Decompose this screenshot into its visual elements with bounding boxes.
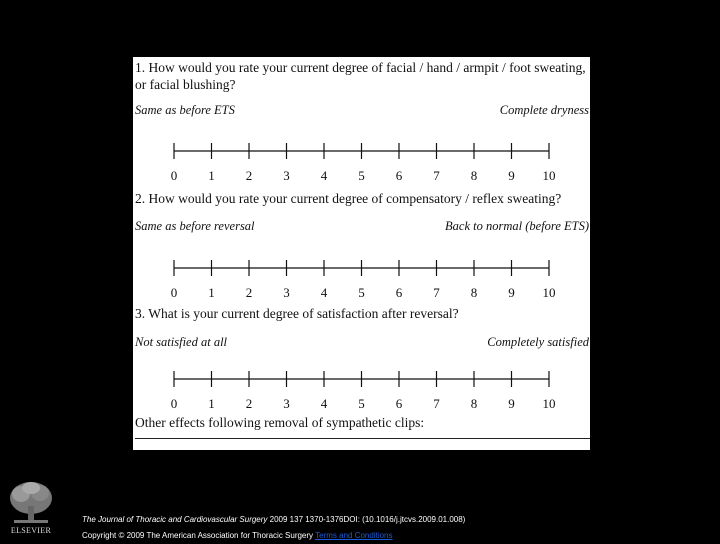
elsevier-tree-logo bbox=[4, 478, 58, 536]
scale-label-8: 8 bbox=[470, 396, 478, 411]
scale-label-3: 3 bbox=[283, 168, 290, 183]
copyright-line bbox=[82, 528, 465, 544]
scale-label-10: 10 bbox=[542, 168, 556, 183]
elsevier-logo-text: ELSEVIER bbox=[10, 526, 52, 535]
scale-label-9: 9 bbox=[508, 396, 515, 411]
citation-line bbox=[82, 512, 465, 528]
terms-and-conditions-link[interactable]: Terms and Conditions bbox=[315, 531, 393, 540]
scale-label-5: 5 bbox=[358, 285, 365, 300]
scale-label-4: 4 bbox=[320, 396, 328, 411]
citation-details: 2009 137 1370-1376DOI: (10.1016/j.jtcvs.2009.01.008) bbox=[267, 515, 466, 524]
copyright-text: Copyright © 2009 The American Association for Thoracic Surgery bbox=[82, 531, 316, 540]
scale-label-9: 9 bbox=[508, 285, 515, 300]
question-3-left-anchor: Not satisfied at all bbox=[135, 335, 228, 349]
journal-title: The Journal of Thoracic and Cardiovascular Surgery bbox=[82, 515, 268, 524]
scale-label-10: 10 bbox=[542, 285, 556, 300]
scale-label-5: 5 bbox=[358, 396, 365, 411]
scale-label-6: 6 bbox=[395, 396, 403, 411]
scale-label-1: 1 bbox=[208, 285, 215, 300]
question-1-text: 1. How would you rate your current degree of facial / hand / armpit / foot sweating, or facial blushing? bbox=[135, 60, 586, 92]
scale-label-8: 8 bbox=[470, 168, 478, 183]
scale-label-8: 8 bbox=[470, 285, 478, 300]
scale-label-10: 10 bbox=[542, 396, 556, 411]
scale-label-2: 2 bbox=[245, 396, 253, 411]
scale-label-2: 2 bbox=[245, 285, 253, 300]
scale-label-7: 7 bbox=[433, 285, 440, 300]
scale-label-9: 9 bbox=[508, 168, 515, 183]
scale-label-6: 6 bbox=[395, 168, 403, 183]
citation-footer bbox=[82, 512, 465, 544]
question-2-right-anchor: Back to normal (before ETS) bbox=[445, 219, 589, 233]
scale-label-5: 5 bbox=[358, 168, 365, 183]
question-1-rating-scale bbox=[133, 141, 590, 185]
scale-label-0: 0 bbox=[170, 168, 178, 183]
scale-label-4: 4 bbox=[320, 285, 328, 300]
scale-label-7: 7 bbox=[433, 168, 440, 183]
scale-label-1: 1 bbox=[208, 396, 215, 411]
scale-label-4: 4 bbox=[320, 168, 328, 183]
question-2-rating-scale bbox=[133, 258, 590, 302]
question-2-left-anchor: Same as before reversal bbox=[135, 219, 255, 233]
scale-label-0: 0 bbox=[170, 285, 178, 300]
question-3-rating-scale bbox=[133, 369, 590, 413]
scale-label-3: 3 bbox=[283, 285, 290, 300]
scale-label-3: 3 bbox=[283, 396, 290, 411]
scale-label-2: 2 bbox=[245, 168, 253, 183]
question-3-right-anchor: Completely satisfied bbox=[487, 335, 589, 349]
question-1-left-anchor: Same as before ETS bbox=[135, 103, 235, 117]
question-2-text: 2. How would you rate your current degree of compensatory / reflex sweating? bbox=[135, 191, 562, 206]
other-effects-answer-line bbox=[135, 438, 590, 439]
scale-label-1: 1 bbox=[208, 168, 215, 183]
scale-label-0: 0 bbox=[170, 396, 178, 411]
questionnaire-figure bbox=[133, 57, 590, 450]
question-3-text: 3. What is your current degree of satisfaction after reversal? bbox=[135, 306, 459, 321]
question-1-right-anchor: Complete dryness bbox=[499, 103, 589, 117]
scale-label-6: 6 bbox=[395, 285, 403, 300]
other-effects-label: Other effects following removal of sympathetic clips: bbox=[135, 415, 425, 430]
scale-label-7: 7 bbox=[433, 396, 440, 411]
